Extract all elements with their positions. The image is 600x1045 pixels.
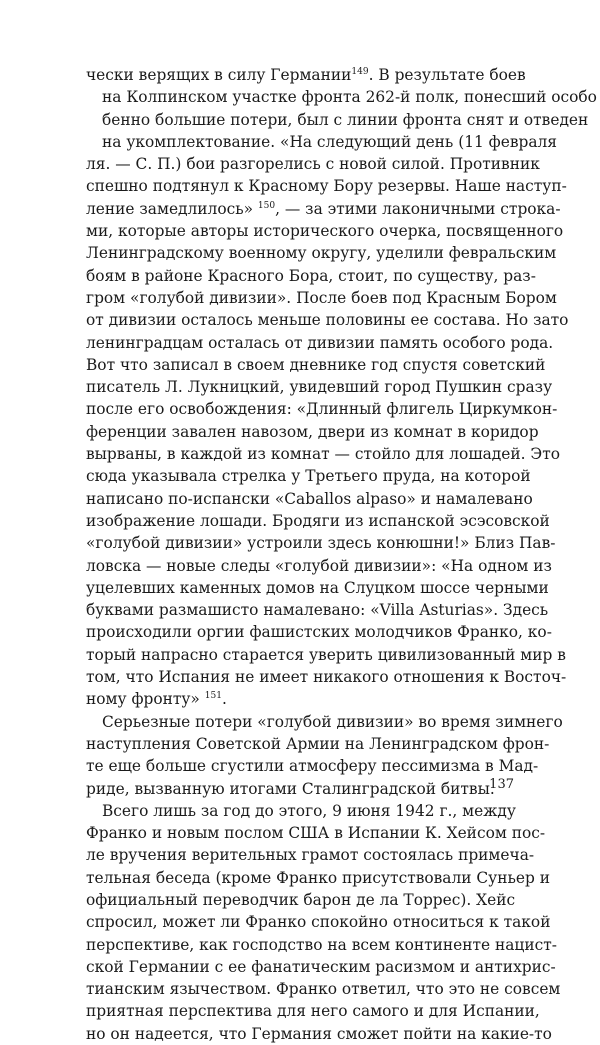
text-line xyxy=(86,599,549,621)
text-segment: буквами размашисто намалевано: «Villa Asturias». Здесь xyxy=(86,601,549,620)
text-segment: «голубой дивизии» устроили здесь конюшни!» Близ Пав- xyxy=(86,534,556,553)
footnote-reference: 150 xyxy=(257,200,276,211)
text-segment: официальный переводчик барон де ла Торрес). Хейс xyxy=(86,890,516,909)
text-segment: те еще больше сгустили атмосферу пессимизма в Мад- xyxy=(86,757,539,776)
text-line xyxy=(86,287,557,309)
text-segment: спешно подтянул к Красному Бору резервы. Наше наступ- xyxy=(86,177,567,196)
text-segment: спросил, может ли Франко спокойно относиться к такой xyxy=(86,913,551,932)
text-line xyxy=(86,332,554,354)
text-line xyxy=(86,577,549,599)
text-line xyxy=(86,465,531,487)
text-segment: уцелевших каменных домов на Слуцком шоссе черными xyxy=(86,578,549,597)
text-segment: изображение лошади. Бродяги из испанской эсэсовской xyxy=(86,511,550,530)
text-segment: ференции завален навозом, двери из комнат в коридор xyxy=(86,422,539,441)
text-segment: ному фронту» xyxy=(86,690,205,709)
text-line xyxy=(86,755,539,777)
text-line xyxy=(86,778,514,800)
text-line xyxy=(86,488,533,510)
text-segment: чески верящих в силу Германии xyxy=(86,66,352,84)
text-segment: происходили оргии фашистских молодчиков Франко, ко- xyxy=(86,623,552,642)
text-line xyxy=(86,867,550,889)
text-line xyxy=(86,153,540,175)
text-line xyxy=(86,131,558,153)
text-line xyxy=(86,800,514,822)
text-segment: ление замедлилось» xyxy=(86,199,258,218)
text-line xyxy=(86,688,514,710)
text-line xyxy=(86,711,563,733)
text-line xyxy=(86,956,556,978)
text-segment: гром «голубой дивизии». После боев под Красным Бором xyxy=(86,288,557,307)
text-line xyxy=(86,265,536,287)
text-segment: , — за этими лаконичными строка- xyxy=(275,199,561,218)
page-number: 137 xyxy=(489,777,514,792)
text-line xyxy=(86,733,550,755)
text-segment: ле вручения верительных грамот состоялась примеча- xyxy=(86,846,535,865)
text-line xyxy=(86,934,557,956)
text-line xyxy=(86,555,552,577)
text-line xyxy=(86,220,564,242)
text-segment: тельная беседа (кроме Франко присутствовали Суньер и xyxy=(86,868,550,887)
text-line xyxy=(86,376,553,398)
text-line xyxy=(86,532,556,554)
text-segment: Франко и новым послом США в Испании К. Хейсом пос- xyxy=(86,824,546,843)
text-segment: . В результате боев xyxy=(368,66,526,84)
page-body xyxy=(86,64,597,1045)
text-segment: написано по-испански «Caballos alpaso» и намалевано xyxy=(86,489,533,508)
text-segment: после его освобождения: «Длинный флигель Циркумкон- xyxy=(86,400,558,419)
text-segment: боям в районе Красного Бора, стоит, по существу, раз- xyxy=(86,266,536,285)
text-line xyxy=(86,198,561,220)
text-line xyxy=(86,666,567,688)
text-segment: ленинградцам осталась от дивизии память особого рода. xyxy=(86,333,554,352)
text-line xyxy=(86,242,557,264)
text-segment: бенно большие потери, был с линии фронта снят и отведен xyxy=(102,110,589,129)
text-line xyxy=(86,644,566,666)
text-line xyxy=(86,844,535,866)
text-line xyxy=(86,510,550,532)
text-segment: тианским язычеством. Франко ответил, что это не совсем xyxy=(86,980,561,999)
text-segment: . xyxy=(221,690,227,709)
text-line xyxy=(86,86,597,108)
text-segment: том, что Испания не имеет никакого отношения к Восточ- xyxy=(86,668,567,687)
text-segment: ской Германии с ее фанатическим расизмом и антихрис- xyxy=(86,957,556,976)
text-segment: вырваны, в каждой из комнат — стойло для лошадей. Это xyxy=(86,445,560,464)
text-segment: на Колпинском участке фронта 262-й полк, понесший особо xyxy=(102,88,597,107)
text-line xyxy=(86,1000,540,1022)
text-line xyxy=(86,621,552,643)
text-segment: Всего лишь за год до этого, 9 июня 1942 г., между xyxy=(102,801,516,820)
text-line xyxy=(86,911,551,933)
text-line xyxy=(86,309,569,331)
text-segment: ля. — С. П.) бои разгорелись с новой силой. Противник xyxy=(86,155,540,174)
text-segment: но он надеется, что Германия сможет пойти на какие-то xyxy=(86,1024,552,1043)
text-segment: торый напрасно старается уверить цивилизованный мир в xyxy=(86,645,566,664)
text-segment: писатель Л. Лукницкий, увидевший город Пушкин сразу xyxy=(86,378,553,397)
text-segment: Вот что записал в своем дневнике год спустя советский xyxy=(86,355,546,374)
footnote-reference: 151 xyxy=(204,691,222,702)
text-line xyxy=(86,354,546,376)
text-segment: ловска — новые следы «голубой дивизии»: «На одном из xyxy=(86,556,552,575)
footnote-reference: 149 xyxy=(351,67,369,77)
text-segment: приятная перспектива для него самого и для Испании, xyxy=(86,1002,540,1021)
text-segment: перспективе, как господство на всем континенте нацист- xyxy=(86,935,557,954)
text-line xyxy=(86,978,561,1000)
text-line xyxy=(86,1023,552,1045)
text-line xyxy=(86,175,567,197)
text-segment: Серьезные потери «голубой дивизии» во время зимнего xyxy=(102,712,563,731)
text-segment: наступления Советской Армии на Ленинградском фрон- xyxy=(86,734,550,753)
text-segment: на укомплектование. «На следующий день (11 февраля xyxy=(102,132,558,151)
text-line xyxy=(86,109,589,131)
text-segment: сюда указывала стрелка у Третьего пруда, на которой xyxy=(86,467,531,486)
text-line xyxy=(86,398,558,420)
text-line xyxy=(86,889,514,911)
text-line xyxy=(86,822,546,844)
text-line xyxy=(86,64,526,86)
text-line xyxy=(86,421,539,443)
text-segment: риде, вызванную итогами Сталинградской битвы. xyxy=(86,779,495,798)
text-segment: ми, которые авторы исторического очерка, посвященного xyxy=(86,222,564,241)
text-segment: Ленинградскому военному округу, уделили февральским xyxy=(86,244,557,263)
text-segment: от дивизии осталось меньше половины ее состава. Но зато xyxy=(86,311,569,330)
text-line xyxy=(86,443,560,465)
